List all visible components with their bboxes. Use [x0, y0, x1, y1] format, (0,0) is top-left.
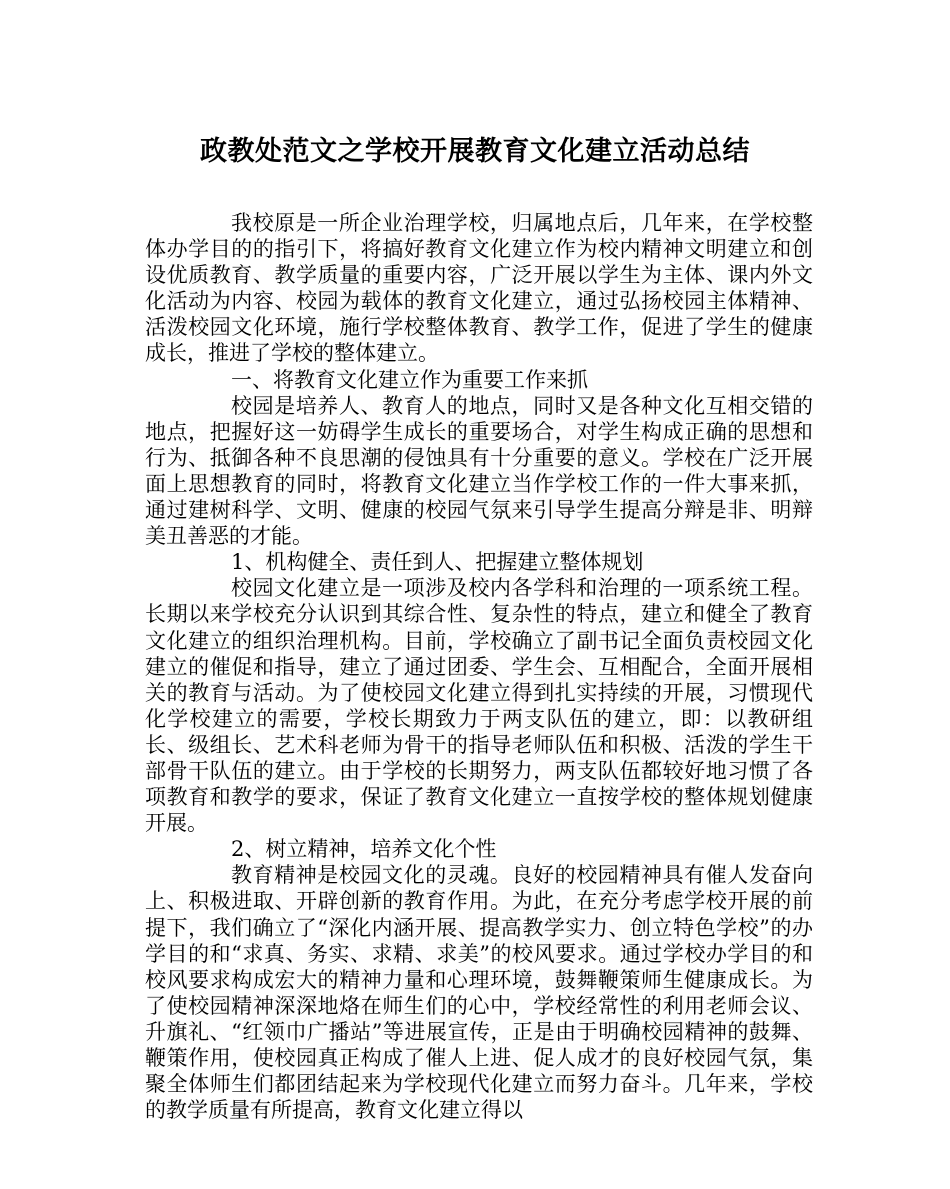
paragraph-intro: 我校原是一所企业治理学校，归属地点后，几年来，在学校整体办学目的的指引下，将搞好教育文化建立作为校内精神文明建立和创设优质教育、教学质量的重要内容，广泛开展以学生为主体、课内外文化活动为内容、校园为载体的教育文化建立，通过弘扬校园主体精神、活泼校园文化环境，施行学校整体教育、教学工作，促进了学生的健康成长，推进了学校的整体建立。	[145, 211, 813, 366]
paragraph-subsection-2: 教育精神是校园文化的灵魂。良好的校园精神具有催人发奋向上、积极进取、开辟创新的教育作用。为此，在充分考虑学校开展的前提下，我们确立了“深化内涵开展、提高教学实力、创立特色学校”的办学目的和“求真、务实、求精、求美”的校风要求。通过学校办学目的和校风要求构成宏大的精神力量和心理环境，鼓舞鞭策师生健康成长。为了使校园精神深深地烙在师生们的心中，学校经常性的利用老师会议、升旗礼、“红领巾广播站”等进展宣传，正是由于明确校园精神的鼓舞、鞭策作用，使校园真正构成了催人上进、促人成才的良好校园气氛，集聚全体师生们都团结起来为学校现代化建立而努力奋斗。几年来，学校的教学质量有所提高，教育文化建立得以	[145, 863, 813, 1123]
section-heading-1: 一、将教育文化建立作为重要工作来抓	[231, 367, 588, 392]
subsection-heading-2: 2、树立精神，培养文化个性	[231, 837, 497, 862]
paragraph-section-1: 校园是培养人、教育人的地点，同时又是各种文化互相交错的地点，把握好这一妨碍学生成长的重要场合，对学生构成正确的思想和行为、抵御各种不良思潮的侵蚀具有十分重要的意义。学校在广泛开展面上思想教育的同时，将教育文化建立当作学校工作的一件大事来抓，通过建树科学、文明、健康的校园气氛来引导学生提高分辩是非、明辩美丑善恶的才能。	[145, 393, 813, 549]
paragraph-subsection-1: 校园文化建立是一项涉及校内各学科和治理的一项系统工程。长期以来学校充分认识到其综合性、复杂性的特点，建立和健全了教育文化建立的组织治理机构。目前，学校确立了副书记全面负责校园文化建立的催促和指导，建立了通过团委、学生会、互相配合，全面开展相关的教育与活动。为了使校园文化建立得到扎实持续的开展，习惯现代化学校建立的需要，学校长期致力于两支队伍的建立，即：以教研组长、级组长、艺术科老师为骨干的指导老师队伍和积极、活泼的学生干部骨干队伍的建立。由于学校的长期努力，两支队伍都较好地习惯了各项教育和教学的要求，保证了教育文化建立一直按学校的整体规划健康开展。	[145, 576, 813, 836]
document-title: 政教处范文之学校开展教育文化建立活动总结	[200, 136, 750, 167]
subsection-heading-1: 1、机构健全、责任到人、把握建立整体规划	[231, 550, 644, 575]
document-body	[145, 210, 813, 1123]
